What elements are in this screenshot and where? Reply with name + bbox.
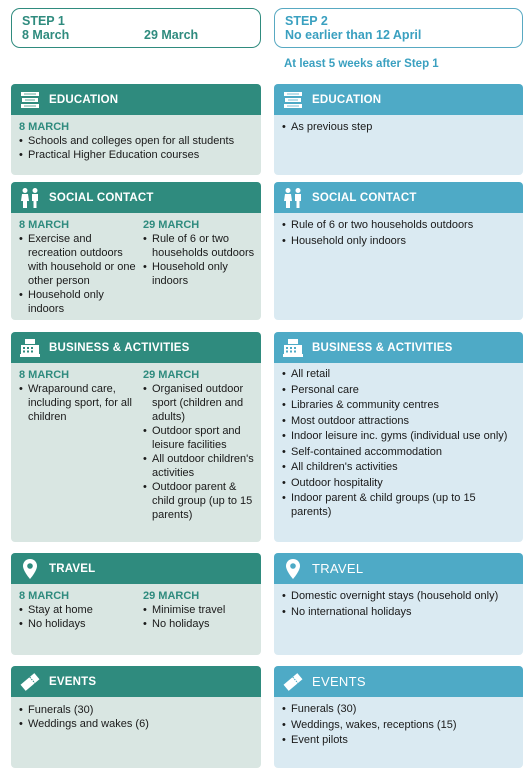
social-step-1-header [11, 182, 261, 213]
events-step-1-header [11, 666, 261, 697]
people-icon [19, 187, 41, 209]
events-step-2-header [274, 666, 523, 697]
list-item: • Weddings and wakes (6) [19, 717, 255, 731]
step-1-title: STEP 1 [22, 14, 65, 28]
events-step-2-list [282, 703, 517, 748]
list-item: • Most outdoor attractions [282, 415, 517, 429]
list-item: • Outdoor sport and leisure facilities [143, 424, 255, 452]
list-item: • All retail [282, 368, 517, 382]
list-item: • No international holidays [282, 606, 517, 620]
social-step-2-header [274, 182, 523, 213]
travel-col-1-list [19, 603, 137, 631]
business-col-2-list [143, 382, 255, 522]
list-item: • No holidays [143, 617, 255, 631]
travel-step-2-card [274, 553, 523, 655]
business-col-1-sub: 8 MARCH [19, 369, 70, 381]
list-item: • No holidays [19, 617, 137, 631]
education-step-2-list [282, 121, 517, 135]
list-item: • Self-contained accommodation [282, 446, 517, 460]
list-item: • Household only indoors [282, 235, 517, 249]
list-item: • Funerals (30) [19, 703, 255, 717]
education-step-1-title: EDUCATION [49, 93, 119, 106]
travel-col-2-sub: 29 MARCH [143, 590, 200, 602]
travel-step-1-title: TRAVEL [49, 562, 96, 575]
business-step-1-header [11, 332, 261, 363]
list-item: • Domestic overnight stays (household only) [282, 590, 517, 604]
list-item: • As previous step [282, 121, 517, 135]
list-item: • Organised outdoor sport (children and adults) [143, 382, 255, 424]
business-col-2-sub: 29 MARCH [143, 369, 200, 381]
events-step-1-card [11, 666, 261, 768]
list-item: • Outdoor hospitality [282, 477, 517, 491]
list-item: • Weddings, wakes, receptions (15) [282, 719, 517, 733]
travel-col-2-list [143, 603, 255, 631]
list-item: • Exercise and recreation outdoors with household or one other person [19, 232, 137, 288]
events-step-2-card [274, 666, 523, 768]
business-step-2-list [282, 368, 517, 519]
business-col-1-list [19, 382, 137, 424]
step-2-note: At least 5 weeks after Step 1 [284, 58, 439, 70]
travel-step-1-card [11, 553, 261, 655]
cash-register-icon [19, 337, 41, 359]
social-step-2-title: SOCIAL CONTACT [312, 191, 417, 204]
books-icon [19, 89, 41, 111]
list-item: • All children's activities [282, 461, 517, 475]
education-step-2-header [274, 84, 523, 115]
events-step-1-title: EVENTS [49, 675, 97, 688]
step-2-title: STEP 2 [285, 14, 328, 28]
people-icon [282, 187, 304, 209]
list-item: • Event pilots [282, 734, 517, 748]
list-item: • Schools and colleges open for all students [19, 134, 255, 148]
books-icon [282, 89, 304, 111]
list-item: • Indoor leisure inc. gyms (individual use only) [282, 430, 517, 444]
travel-step-2-list [282, 590, 517, 619]
travel-col-1-sub: 8 MARCH [19, 590, 70, 602]
list-item: • Libraries & community centres [282, 399, 517, 413]
social-step-2-card [274, 182, 523, 320]
business-step-1-card [11, 332, 261, 542]
step-1-header [11, 8, 261, 48]
business-step-2-card [274, 332, 523, 542]
education-step-2-title: EDUCATION [312, 93, 382, 106]
list-item: • Indoor parent & child groups (up to 15 parents) [282, 492, 517, 519]
step-1-date-a: 8 March [22, 28, 70, 42]
list-item: • Minimise travel [143, 603, 255, 617]
business-step-2-title: BUSINESS & ACTIVITIES [312, 341, 453, 354]
education-step-1-header [11, 84, 261, 115]
education-step-1-list [19, 134, 255, 162]
list-item: • Household only indoors [19, 288, 137, 316]
education-step-2-card [274, 84, 523, 175]
list-item: • Practical Higher Education courses [19, 148, 255, 162]
social-col-2-sub: 29 MARCH [143, 219, 200, 231]
step-1-date-b: 29 March [144, 28, 199, 42]
education-step-1-card [11, 84, 261, 175]
business-step-1-title: BUSINESS & ACTIVITIES [49, 341, 190, 354]
social-step-1-card [11, 182, 261, 320]
cash-register-icon [282, 337, 304, 359]
social-col-1-sub: 8 MARCH [19, 219, 70, 231]
events-step-1-list [19, 703, 255, 731]
location-pin-icon [282, 558, 304, 580]
business-step-2-header [274, 332, 523, 363]
step-2-date: No earlier than 12 April [285, 28, 422, 42]
list-item: • Household only indoors [143, 260, 255, 288]
list-item: • Personal care [282, 384, 517, 398]
list-item: • All outdoor children's activities [143, 452, 255, 480]
events-step-2-title: EVENTS [312, 674, 366, 689]
ticket-icon [19, 671, 41, 693]
list-item: • Outdoor parent & child group (up to 15 parents) [143, 480, 255, 522]
travel-step-2-header [274, 553, 523, 584]
social-step-1-title: SOCIAL CONTACT [49, 191, 154, 204]
social-step-2-list [282, 219, 517, 248]
ticket-icon [282, 671, 304, 693]
social-col-2-list [143, 232, 255, 288]
travel-step-2-title: TRAVEL [312, 561, 364, 576]
list-item: • Rule of 6 or two households outdoors [143, 232, 255, 260]
list-item: • Wraparound care, including sport, for all children [19, 382, 137, 424]
education-step-1-sub: 8 MARCH [19, 121, 70, 133]
list-item: • Stay at home [19, 603, 137, 617]
location-pin-icon [19, 558, 41, 580]
list-item: • Funerals (30) [282, 703, 517, 717]
travel-step-1-header [11, 553, 261, 584]
step-2-header [274, 8, 523, 48]
social-col-1-list [19, 232, 137, 316]
list-item: • Rule of 6 or two households outdoors [282, 219, 517, 233]
